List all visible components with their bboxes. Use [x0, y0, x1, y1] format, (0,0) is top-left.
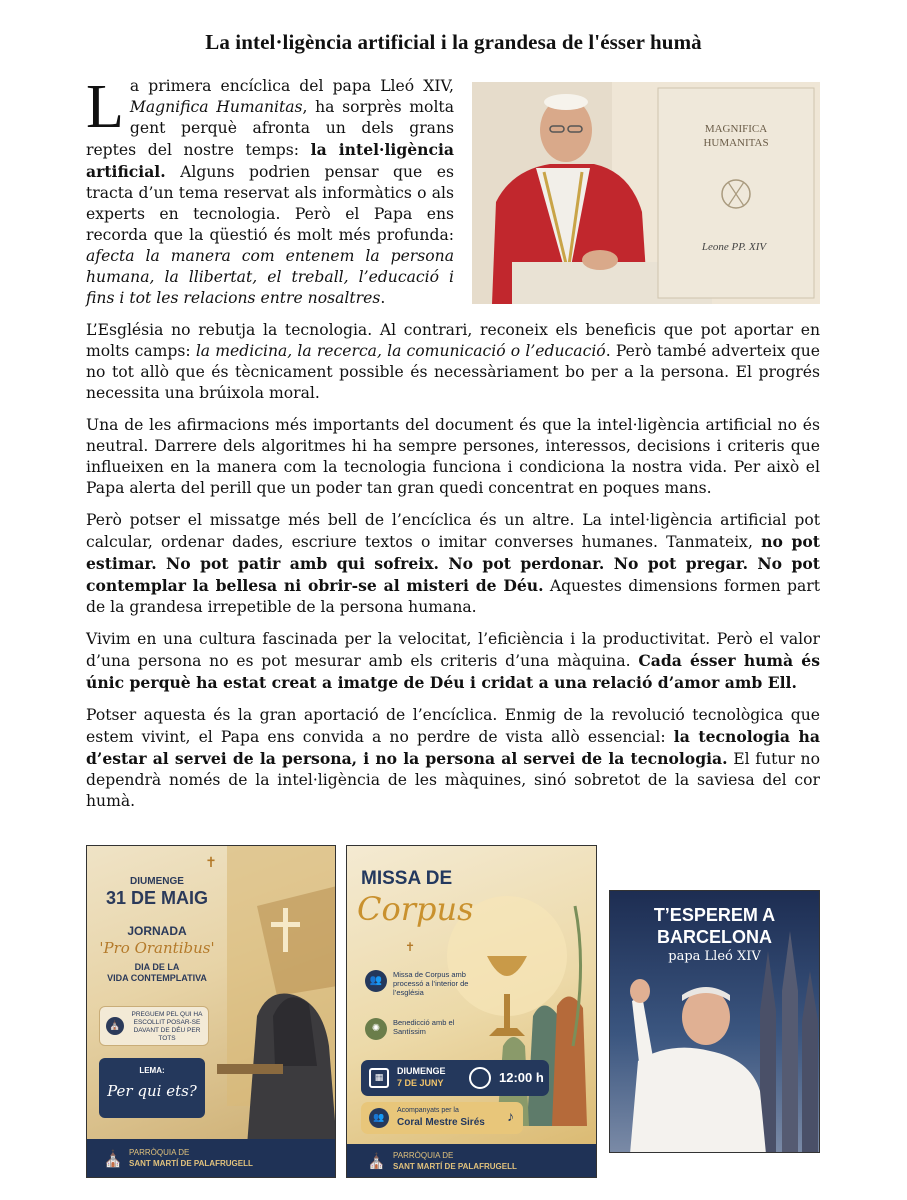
music-note-icon: ♪ — [507, 1108, 514, 1124]
paragraph-3: Una de les afirmacions més importants del document és que la intel·ligència artificial no és neutral. Darrere dels algoritmes hi ha sempre persones, interessos, decisions i criteris que influeixen en la manera com la tecnologia funciona i condiciona la nostra vida. Per això el Papa alerta del perill que un poder tan gran quedi concentrat en poques mans. — [86, 416, 820, 497]
svg-text:MAGNIFICA: MAGNIFICA — [704, 123, 768, 135]
paragraph-5: Vivim en una cultura fascinada per la velocitat, l’eficiència i la productivitat. Però el valor d’una persona no es pot mesurar amb els criteris d’una màquina. Cada ésser humà és únic perquè ha estat creat a imatge de Déu i cridat a una relació d’amor amb Ell. — [86, 630, 821, 692]
article-title: La intel·ligència artificial i la grandesa de l'ésser humà — [205, 30, 702, 54]
cross-icon: ✝ — [205, 854, 217, 870]
paragraph-4: Però potser el missatge més bell de l’encíclica és un altre. La intel·ligència artificial pot calcular, ordenar dades, escriure textos o imitar converses humanes. Tanmateix, no pot estimar. No pot patir amb qui sofreix. No pot perdonar. No pot pregar. No pot contemplar la bellesa ni obrir-se al misteri de Déu. Aquestes dimensions formen part de la grandesa irrepetible de la persona humana. — [86, 511, 821, 616]
date-box: ▦ DIUMENGE 7 DE JUNY 12:00 h — [361, 1060, 549, 1096]
article-body — [86, 73, 821, 823]
pope-signing-photo — [472, 82, 820, 304]
paragraph-2: L’Església no rebutja la tecnologia. Al contrari, reconeix els beneficis que pot aportar en molts camps: la medicina, la recerca, la comunicació o l’educació. Però també adverteix que no tot allò que és tècnicament possible és necessàriament bo per a la persona. El progrés necessita una brúixola moral. — [86, 321, 821, 402]
paragraph-1: La primera encíclica del papa Lleó XIV, Magnifica Humanitas, ha sorprès molta gent perquè afronta un dels grans reptes del nostre temps: la intel·ligència artificial. Alguns podrien pensar que es tracta d’un tema reservat als informàtics o als experts en tecnologia. Però el Papa ens recorda que la qüestió és molt més profunda: afecta la manera com entenem la persona humana, la llibertat, el treball, l’educació i fins i tot les relacions entre nosaltres. — [86, 73, 455, 307]
svg-text:Leone PP. XIV: Leone PP. XIV — [701, 241, 767, 253]
church-icon: ⛪ — [367, 1152, 386, 1170]
church-icon: ⛪ — [103, 1149, 123, 1168]
photo-illustration — [472, 82, 820, 304]
monstrance-icon: ✺ — [365, 1018, 387, 1040]
poster-missa-corpus: MISSA DE Corpus ✝ 👥 Missa de Corpus amb processó a l’interior de l’església ✺ Benedicció amb el Santíssim ▦ DIUMENGE 7 DE JUNY 12:00 h 👥 Acompanyats per la Coral Mestre Sirés ♪ ⛪ PARRÒQUIA DE SANT MARTÍ DE PALAFRUGELL — [346, 845, 597, 1178]
parish-footer: ⛪ PARRÒQUIA DE SANT MARTÍ DE PALAFRUGELL — [347, 1144, 597, 1178]
procession-icon: 👥 — [365, 970, 387, 992]
drop-cap: L — [86, 73, 124, 141]
lema-box: LEMA: Per qui ets? — [99, 1058, 205, 1118]
choir-icon: 👥 — [369, 1108, 389, 1128]
calendar-icon: ▦ — [369, 1068, 389, 1088]
clock-icon — [469, 1067, 491, 1089]
cross-icon: ✝ — [405, 940, 416, 954]
church-icon: ⛪ — [106, 1017, 124, 1035]
poster-pro-orantibus: ✝ DIUMENGE 31 DE MAIG JORNADA 'Pro Orantibus' DIA DE LA VIDA CONTEMPLATIVA ⛪ PREGUEM PEL QUI HA ESCOLLIT POSAR-SE DAVANT DE DÉU PER TOTS LEMA: Per qui ets? ⛪ PARRÒQUIA DE SANT MARTÍ DE PALAFRUGELL — [86, 845, 336, 1178]
choir-box: 👥 Acompanyats per la Coral Mestre Sirés ♪ — [361, 1102, 523, 1134]
prayer-box: ⛪ PREGUEM PEL QUI HA ESCOLLIT POSAR-SE DAVANT DE DÉU PER TOTS — [99, 1006, 209, 1046]
parish-footer: ⛪ PARRÒQUIA DE SANT MARTÍ DE PALAFRUGELL — [87, 1139, 336, 1178]
poster-barcelona: T’ESPEREM A BARCELONA papa Lleó XIV — [609, 890, 820, 1153]
paragraph-6: Potser aquesta és la gran aportació de l’encíclica. Enmig de la revolució tecnològica que estem vivint, el Papa ens convida a no perdre de vista allò essencial: la tecnologia ha d’estar al servei de la persona, i no la persona al servei de la tecnologia. El futur no dependrà només de la intel·ligència de les màquines, sinó sobretot de la saviesa del cor humà. — [86, 706, 820, 810]
svg-text:HUMANITAS: HUMANITAS — [703, 137, 769, 149]
